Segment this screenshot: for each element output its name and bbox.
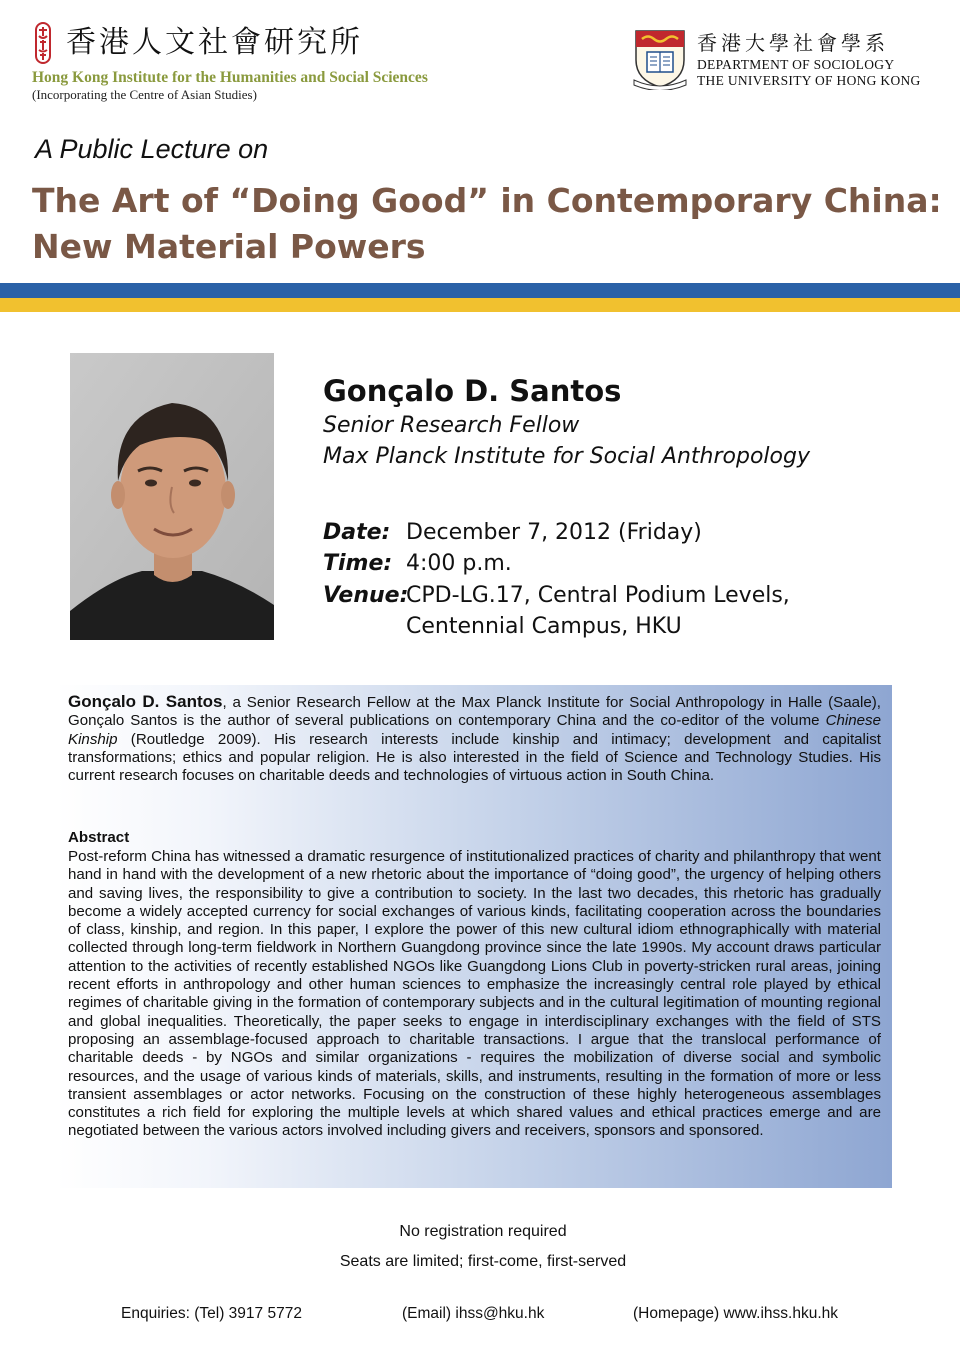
date-value: December 7, 2012 (Friday) (406, 520, 702, 545)
date-label: Date: (323, 520, 391, 545)
seating-note: Seats are limited; first-come, first-served (339, 1253, 627, 1270)
speaker-bio (68, 693, 881, 785)
venue-label: Venue: (323, 583, 409, 608)
bio-speaker-name: Gonçalo D. Santos (68, 692, 223, 711)
time-label: Time: (323, 551, 393, 576)
speaker-name: Gonçalo D. Santos (323, 374, 622, 408)
lecture-kicker: A Public Lecture on (35, 134, 269, 164)
speaker-photo (70, 353, 274, 640)
ihss-chinese-name: 香港人文社會研究所 (66, 25, 363, 60)
lecture-title (32, 178, 942, 270)
speaker-organization: Max Planck Institute for Social Anthropology (323, 444, 810, 469)
bio-text-part-2: (Routledge 2009). His research interests include kinship and intimacy; development and capitalist transformations; ethics and popular religion. He is also interested in the field of Science and Technology Studies. His current research focuses on charitable deeds and technologies of virtuous action in South China. (68, 730, 881, 785)
time-value: 4:00 p.m. (406, 551, 512, 576)
ihss-english-name: Hong Kong Institute for the Humanities and Social Sciences (32, 69, 428, 86)
lecture-title-line-1: The Art of “Doing Good” in Contemporary China: (32, 181, 942, 220)
bio-text-part-1: , a Senior Research Fellow at the Max Planck Institute for Social Anthropology in Halle (Saale), Gonçalo Santos is the author of several publications on contemporary China and the co-editor of the volume (68, 694, 881, 730)
venue-line-2: Centennial Campus, HKU (406, 614, 682, 639)
enquiry-telephone: Enquiries: (Tel) 3917 5772 (121, 1305, 302, 1322)
abstract-heading: Abstract (68, 829, 130, 846)
ihss-seal-icon (30, 22, 56, 64)
ihss-subtitle: (Incorporating the Centre of Asian Studies) (32, 87, 257, 102)
abstract-text: Post-reform China has witnessed a dramatic resurgence of institutionalized practices of charity and philanthropy that went hand in hand with the development of a new rhetoric about the importance of “doing good”, the urgency of helping others and saving lives, the responsibility to give a contribution to society. In the last two decades, this rhetoric has gradually become a widely accepted currency for social exchanges of various kinds, facilitating cooperation across the boundaries of class, kinship, and region. In this paper, I explore the power of this new cultural idiom ethnographically with material collected through long-term fieldwork in Northern Guangdong province since the late 1990s. My account draws particular attention to the activities of recently established NGOs like Guangdong Lions Club in poverty-stricken rural areas, joining recent efforts in anthropology and other human sciences to emphasize the increasingly central role played by ethical regimes of charitable giving in the formation of contemporary subjects and in the cultural legitimation of mounting regional and global inequalities. Theoretically, the paper seeks to engage in interdisciplinary exchanges with the field of STS proposing an assemblage-focused approach to charitable transactions. I argue that the translocal performance of charitable deeds - by NGOs and similar organizations - requires the mobilization of diverse social and symbolic resources, and the usage of various kinds of materials, skills, and instruments, resulting in the formation of more or less transient assemblages or actor networks. Focusing on the construction of these highly heterogeneous assemblages constitutes a rich field for exploring the multiple levels at which shared values and ethical practices emerge and are negotiated between the various actors involved including givers and receivers, sponsors and sponsored. (68, 848, 881, 1140)
registration-note: No registration required (399, 1223, 567, 1240)
hku-crest-icon (632, 28, 688, 90)
enquiry-email: (Email) ihss@hku.hk (402, 1305, 545, 1322)
department-name: DEPARTMENT OF SOCIOLOGY (697, 57, 895, 72)
enquiry-homepage: (Homepage) www.ihss.hku.hk (633, 1305, 839, 1322)
bio-book-title: Chinese Kinship (68, 712, 881, 748)
blue-divider-stripe (0, 283, 960, 298)
department-chinese-name: 香港大學社會學系 (697, 31, 889, 55)
venue-line-1: CPD-LG.17, Central Podium Levels, (406, 583, 790, 608)
university-name: THE UNIVERSITY OF HONG KONG (697, 73, 921, 88)
gold-divider-stripe (0, 298, 960, 312)
speaker-role: Senior Research Fellow (323, 413, 580, 438)
lecture-title-line-2: New Material Powers (32, 227, 426, 266)
